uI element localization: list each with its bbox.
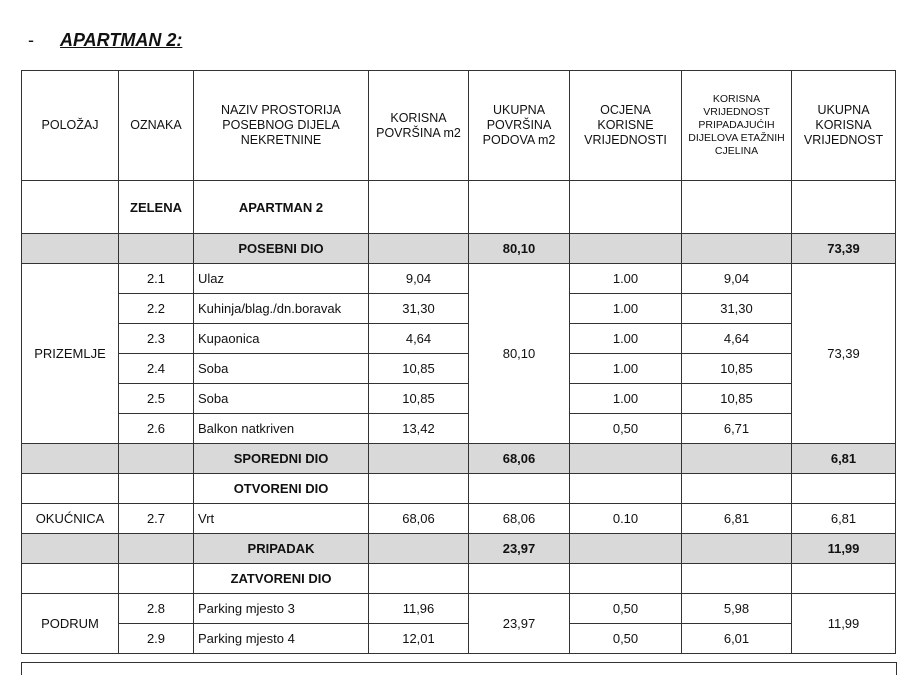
row-oznaka: 2.8	[119, 594, 194, 624]
pripadak-row	[22, 534, 896, 564]
polozaj-podrum: PODRUM	[22, 594, 119, 654]
zone-label: ZELENA	[119, 181, 194, 234]
row-korisna: 12,01	[369, 624, 469, 654]
row-ocjena: 1.00	[570, 384, 682, 414]
row-korisna: 11,96	[369, 594, 469, 624]
row-oznaka: 2.6	[119, 414, 194, 444]
sporedni-dio-vrijednost: 6,81	[792, 444, 896, 474]
pripadak-label: PRIPADAK	[194, 534, 369, 564]
row-ocjena: 0,50	[570, 594, 682, 624]
apartment-name: APARTMAN 2	[194, 181, 369, 234]
row-ocjena: 0,50	[570, 414, 682, 444]
podrum-ukupna-povrsina: 23,97	[469, 594, 570, 654]
row-naziv: Vrt	[194, 504, 369, 534]
pripadak-povrsina: 23,97	[469, 534, 570, 564]
heading-dash: -	[28, 30, 34, 50]
table-row	[22, 504, 896, 534]
row-vrijednost: 6,81	[682, 504, 792, 534]
otvoreni-dio-row	[22, 474, 896, 504]
row-naziv: Kuhinja/blag./dn.boravak	[194, 294, 369, 324]
sporedni-dio-label: SPOREDNI DIO	[194, 444, 369, 474]
table-row	[22, 594, 896, 624]
zatvoreni-dio-label: ZATVORENI DIO	[194, 564, 369, 594]
row-ocjena: 0.10	[570, 504, 682, 534]
posebni-dio-vrijednost: 73,39	[792, 234, 896, 264]
row-naziv: Parking mjesto 4	[194, 624, 369, 654]
row-vrijednost: 10,85	[682, 354, 792, 384]
row-korisna: 68,06	[369, 504, 469, 534]
row-naziv: Soba	[194, 384, 369, 414]
col-header-korisna-vrijednost: KORISNA VRIJEDNOST PRIPADAJUĆIH DIJELOVA ETAŽNIH CJELINA	[682, 71, 792, 181]
row-vrijednost: 10,85	[682, 384, 792, 414]
row-oznaka: 2.3	[119, 324, 194, 354]
row-naziv: Soba	[194, 354, 369, 384]
col-header-polozaj: POLOŽAJ	[22, 71, 119, 181]
row-vrijednost: 4,64	[682, 324, 792, 354]
row-vrijednost: 31,30	[682, 294, 792, 324]
row-vrijednost: 5,98	[682, 594, 792, 624]
table-row	[22, 384, 896, 414]
table-row	[22, 294, 896, 324]
row-ocjena: 1.00	[570, 324, 682, 354]
row-oznaka: 2.4	[119, 354, 194, 384]
pripadak-vrijednost: 11,99	[792, 534, 896, 564]
row-vrijednost: 9,04	[682, 264, 792, 294]
row-vrijednost: 6,71	[682, 414, 792, 444]
row-korisna: 31,30	[369, 294, 469, 324]
sporedni-dio-row	[22, 444, 896, 474]
table-continuation-edge	[21, 662, 897, 675]
row-ukupna-povrsina: 68,06	[469, 504, 570, 534]
col-header-ukupna-povrsina: UKUPNA POVRŠINA PODOVA m2	[469, 71, 570, 181]
row-korisna: 13,42	[369, 414, 469, 444]
row-ocjena: 0,50	[570, 624, 682, 654]
row-korisna: 4,64	[369, 324, 469, 354]
polozaj-okucnica: OKUĆNICA	[22, 504, 119, 534]
row-naziv: Ulaz	[194, 264, 369, 294]
row-naziv: Parking mjesto 3	[194, 594, 369, 624]
row-vrijednost: 6,01	[682, 624, 792, 654]
prizemlje-ukupna-vrijednost: 73,39	[792, 264, 896, 444]
row-korisna: 9,04	[369, 264, 469, 294]
col-header-oznaka: OZNAKA	[119, 71, 194, 181]
heading-title: APARTMAN 2:	[60, 30, 183, 50]
row-ukupna-vrijednost: 6,81	[792, 504, 896, 534]
row-korisna: 10,85	[369, 354, 469, 384]
posebni-dio-povrsina: 80,10	[469, 234, 570, 264]
table-row	[22, 264, 896, 294]
row-korisna: 10,85	[369, 384, 469, 414]
row-ocjena: 1.00	[570, 264, 682, 294]
row-oznaka: 2.5	[119, 384, 194, 414]
apartment-table	[21, 70, 896, 654]
col-header-ukupna-vrijednost: UKUPNA KORISNA VRIJEDNOST	[792, 71, 896, 181]
row-naziv: Kupaonica	[194, 324, 369, 354]
table-row	[22, 414, 896, 444]
otvoreni-dio-label: OTVORENI DIO	[194, 474, 369, 504]
posebni-dio-label: POSEBNI DIO	[194, 234, 369, 264]
row-naziv: Balkon natkriven	[194, 414, 369, 444]
col-header-korisna-povrsina: KORISNA POVRŠINA m2	[369, 71, 469, 181]
podrum-ukupna-vrijednost: 11,99	[792, 594, 896, 654]
row-oznaka: 2.9	[119, 624, 194, 654]
table-row	[22, 324, 896, 354]
row-oznaka: 2.7	[119, 504, 194, 534]
prizemlje-ukupna-povrsina: 80,10	[469, 264, 570, 444]
posebni-dio-row	[22, 234, 896, 264]
table-row	[22, 624, 896, 654]
col-header-naziv: NAZIV PROSTORIJA POSEBNOG DIJELA NEKRETNINE	[194, 71, 369, 181]
row-ocjena: 1.00	[570, 354, 682, 384]
zatvoreni-dio-row	[22, 564, 896, 594]
header-row	[22, 71, 896, 181]
section-heading	[28, 30, 182, 51]
sporedni-dio-povrsina: 68,06	[469, 444, 570, 474]
row-ocjena: 1.00	[570, 294, 682, 324]
table-row	[22, 354, 896, 384]
row-oznaka: 2.1	[119, 264, 194, 294]
col-header-ocjena: OCJENA KORISNE VRIJEDNOSTI	[570, 71, 682, 181]
polozaj-prizemlje: PRIZEMLJE	[22, 264, 119, 444]
apartment-title-row	[22, 181, 896, 234]
row-oznaka: 2.2	[119, 294, 194, 324]
